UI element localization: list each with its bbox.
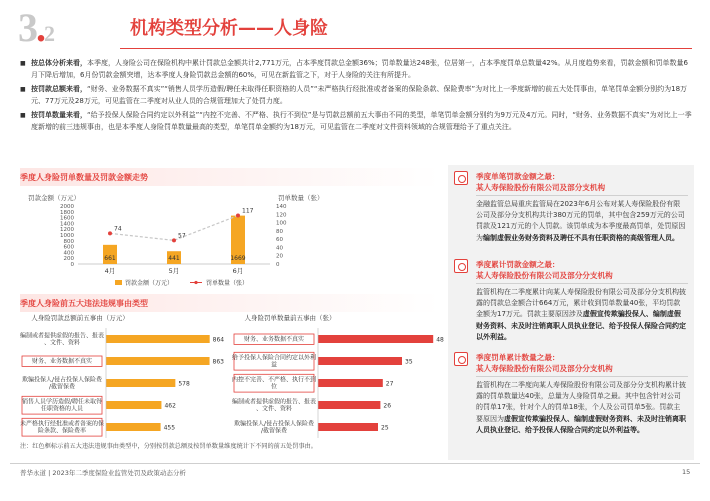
bar-value-label: 25 bbox=[381, 424, 389, 432]
category-label: 编制或者提供虚假的报告、报表 bbox=[19, 332, 105, 340]
panel-title: 人身险罚单数量前五事由（张） bbox=[244, 314, 336, 322]
section1-title: 季度人身险罚单数量及罚款金额走势 bbox=[20, 173, 148, 182]
bar-value-label: 863 bbox=[212, 358, 225, 366]
category-label: 未严格执行经批准或者备案的保 bbox=[19, 420, 105, 428]
right-tick-label: 100 bbox=[276, 220, 287, 227]
category-label: 、文件、资料 bbox=[43, 339, 81, 347]
category-label: 位 bbox=[270, 383, 278, 391]
summary-bullets bbox=[20, 58, 694, 136]
bar-value-label: 661 bbox=[104, 255, 116, 262]
left-tick-label: 1800 bbox=[60, 209, 74, 216]
right-tick-label: 60 bbox=[276, 237, 283, 244]
footer-divider bbox=[10, 463, 700, 464]
bar-value-label: 26 bbox=[383, 402, 392, 410]
left-tick-label: 200 bbox=[63, 256, 74, 263]
left-tick-label: 0 bbox=[70, 262, 74, 268]
line-point bbox=[172, 238, 176, 242]
bar-value-label: 441 bbox=[168, 255, 180, 262]
category-label: 、文件、资料 bbox=[255, 405, 293, 413]
category-label: 内控不完善、不严格、执行不到 bbox=[231, 376, 317, 384]
line-point bbox=[236, 214, 240, 218]
ranking-icon bbox=[454, 352, 468, 366]
right-tick-label: 20 bbox=[276, 253, 283, 260]
header-divider bbox=[120, 48, 692, 49]
right-tick-label: 0 bbox=[276, 262, 280, 268]
bar bbox=[318, 423, 378, 431]
bar-value-label: 35 bbox=[405, 358, 413, 366]
bar bbox=[106, 335, 210, 343]
bar-value-label: 1669 bbox=[230, 255, 246, 262]
line-value-label: 74 bbox=[114, 225, 122, 233]
bar bbox=[318, 379, 383, 387]
trend-chart bbox=[20, 186, 440, 294]
category-label: /截留保费 bbox=[260, 427, 288, 435]
bar-value-label: 48 bbox=[436, 336, 444, 344]
bar bbox=[318, 335, 433, 343]
page-number: 15 bbox=[682, 468, 691, 476]
bullet-ticket-count: ■ 按罚单数量来看，“给予投保人保险合同约定以外利益”“内控不完善、不严格、执行不到位”是与罚款总额前五大事由不同的类型，单笔罚单金额分别约为9万元及4万元。同时，“财务、业务数据不真实”为对比上一季度新增的前三违规事由，也是本季度人身险罚单数量最高的类型，单笔罚单金额约为18万元，可见监管在二季度对文件资料领域的合规管理给予了重点关注。 bbox=[20, 110, 694, 133]
category-label: 财务、业务数据不真实 bbox=[31, 358, 93, 365]
x-tick-label: 5月 bbox=[168, 267, 180, 275]
left-tick-label: 1400 bbox=[60, 221, 74, 228]
left-tick-label: 400 bbox=[63, 250, 74, 257]
case-body: 监管机构在二季度累计向某人寿保险股份有限公司及部分分支机构披露的罚款总金额合计664万元，累计收到罚单数量40张，平均罚款金额为17万元。罚款主要原因涉及虚假宣传欺骗投保人、编制虚假财务资料、未及时注销离职人员执业登记、给予投保人保险合同约定以外利益。 bbox=[476, 288, 686, 341]
case-title: 季度单笔罚款金额之最： 某人寿保险股份有限公司及部分支机构 bbox=[476, 172, 606, 192]
left-tick-label: 800 bbox=[63, 238, 74, 245]
bar-value-label: 27 bbox=[385, 380, 394, 388]
bar bbox=[318, 401, 380, 409]
bar-value-label: 462 bbox=[164, 402, 176, 410]
category-label: 益 bbox=[270, 361, 278, 369]
left-tick-label: 2000 bbox=[60, 204, 74, 210]
right-tick-label: 120 bbox=[276, 212, 287, 219]
panel-title: 人身险罚款总额前五事由（万元） bbox=[31, 314, 129, 322]
bullet-fine-amount: ■ 按罚款总额来看，“财务、业务数据不真实”“销售人员学历造假/聘任未取得任职资格的人员”“未严格执行经批准或者备案的保险条款、保险费率”为对比上一季度新增的前五大处罚事由，单笔罚单金额分别约为18万元、77万元及28万元，可见监管在二季度对从业人员的合规管理加大了处罚力度。 bbox=[20, 84, 694, 107]
section-number: 3.2 bbox=[18, 5, 53, 50]
case-title: 季度累计罚款金额之最： 某人寿保险股份有限公司及部分分支机构 bbox=[476, 260, 613, 280]
page-title: 机构类型分析——人身险 bbox=[130, 18, 328, 39]
case-divider bbox=[476, 283, 688, 284]
category-label: 编制或者提供虚假的报告、报表 bbox=[231, 398, 317, 406]
category-label: 险条款、保险费率 bbox=[37, 427, 87, 435]
right-tick-label: 80 bbox=[276, 228, 283, 235]
chart-note: 注：红色框标示前五大违法违规事由类型中，分别按罚款总额及按罚单数量维度统计下不同的前五处罚事由。 bbox=[20, 443, 317, 450]
bullet-overall: ■ 按总体分析来看，本季度，人身险公司在保险机构中累计罚款总金额共计2,771万元，占本季度罚款总金额36%；罚单数量达248张，位居第一，占本季度罚单总数量42%。从月度趋势来看，罚款金额和罚单数量6月下降后增加，6月份罚款金额突增，达本季度人身险罚款总金额的60%，可见在新监管之下，对于人身险的关注有所提升。 bbox=[20, 58, 694, 81]
line-ticket-count bbox=[110, 216, 238, 241]
category-label: 销售人员学历造假/聘任未取得 bbox=[21, 398, 103, 406]
bar bbox=[106, 423, 161, 431]
legend-marker-line bbox=[194, 281, 197, 284]
bar-value-label: 578 bbox=[178, 380, 190, 388]
x-tick-label: 6月 bbox=[232, 267, 244, 275]
case-body: 金融监管总局重庆监管局在2023年6月公布对某人寿保险股份有限公司及部分分支机构共计380万元的罚单，其中包含259万元的公司罚款及121万元的个人罚款。该罚单成为本季度最高罚单，处罚原因为编制虚假业务财务资料及聘任不具有任职资格的高级管理人员。 bbox=[476, 200, 686, 242]
category-label: 任职资格的人员 bbox=[40, 405, 84, 413]
case-divider bbox=[476, 195, 688, 196]
category-label: 财务、业务数据不真实 bbox=[243, 336, 305, 343]
right-tick-label: 140 bbox=[276, 204, 287, 210]
left-axis-label: 罚款金额（万元） bbox=[28, 194, 80, 202]
bar bbox=[106, 401, 161, 409]
left-tick-label: 1000 bbox=[60, 233, 74, 239]
left-tick-label: 1200 bbox=[60, 227, 74, 234]
case-panel bbox=[448, 165, 694, 460]
category-label: 欺骗投保人/侵占投保人保险费 bbox=[233, 420, 315, 428]
left-tick-label: 1600 bbox=[60, 215, 74, 222]
bar-value-label: 864 bbox=[212, 336, 225, 344]
category-label: 欺骗投保人/侵占投保人保险费 bbox=[21, 376, 103, 384]
bar-value-label: 455 bbox=[163, 424, 176, 432]
case-divider bbox=[476, 376, 688, 377]
legend-label-line: 罚单数量（张） bbox=[206, 280, 249, 287]
case-title: 季度罚单累计数量之最： 某人寿保险股份有限公司及部分分支机构 bbox=[476, 353, 613, 373]
right-tick-label: 40 bbox=[276, 245, 283, 252]
section2-title: 季度人身险前五大违法违规事由类型 bbox=[20, 299, 148, 308]
ranking-icon bbox=[454, 171, 468, 185]
top5-reasons-chart bbox=[19, 312, 444, 438]
line-point bbox=[108, 231, 112, 235]
legend-label-bar: 罚款金额（万元） bbox=[125, 280, 174, 287]
right-axis-label: 罚单数量（张） bbox=[278, 194, 324, 202]
ranking-icon bbox=[454, 259, 468, 273]
category-label: 给予投保人保险合同约定以外利 bbox=[231, 354, 317, 362]
bar bbox=[106, 379, 175, 387]
x-tick-label: 4月 bbox=[104, 267, 116, 275]
left-tick-label: 600 bbox=[63, 244, 74, 251]
footer-source: 普华永道 | 2023年二季度保险业监管处罚及政策动态分析 bbox=[20, 469, 186, 477]
line-value-label: 57 bbox=[178, 232, 186, 240]
bar bbox=[106, 357, 210, 365]
page-header bbox=[0, 0, 710, 58]
bar bbox=[318, 357, 402, 365]
category-label: /截留保费 bbox=[48, 383, 76, 391]
case-body: 监管机构在二季度向某人寿保险股份有限公司及部分分支机构累计披露的罚单数量达40张，总量为人身险罚单之最。其中包含针对公司的罚单17张，针对个人的罚单18张，个人及公司罚单5张。罚款主要原因为虚假宣传欺骗投保人、编制虚假财务资料、未及时注销离职人员执业登记、给予投保人保险合同约定以外利益等。 bbox=[476, 381, 686, 434]
line-value-label: 117 bbox=[242, 207, 254, 215]
legend-swatch-bar bbox=[115, 280, 122, 285]
